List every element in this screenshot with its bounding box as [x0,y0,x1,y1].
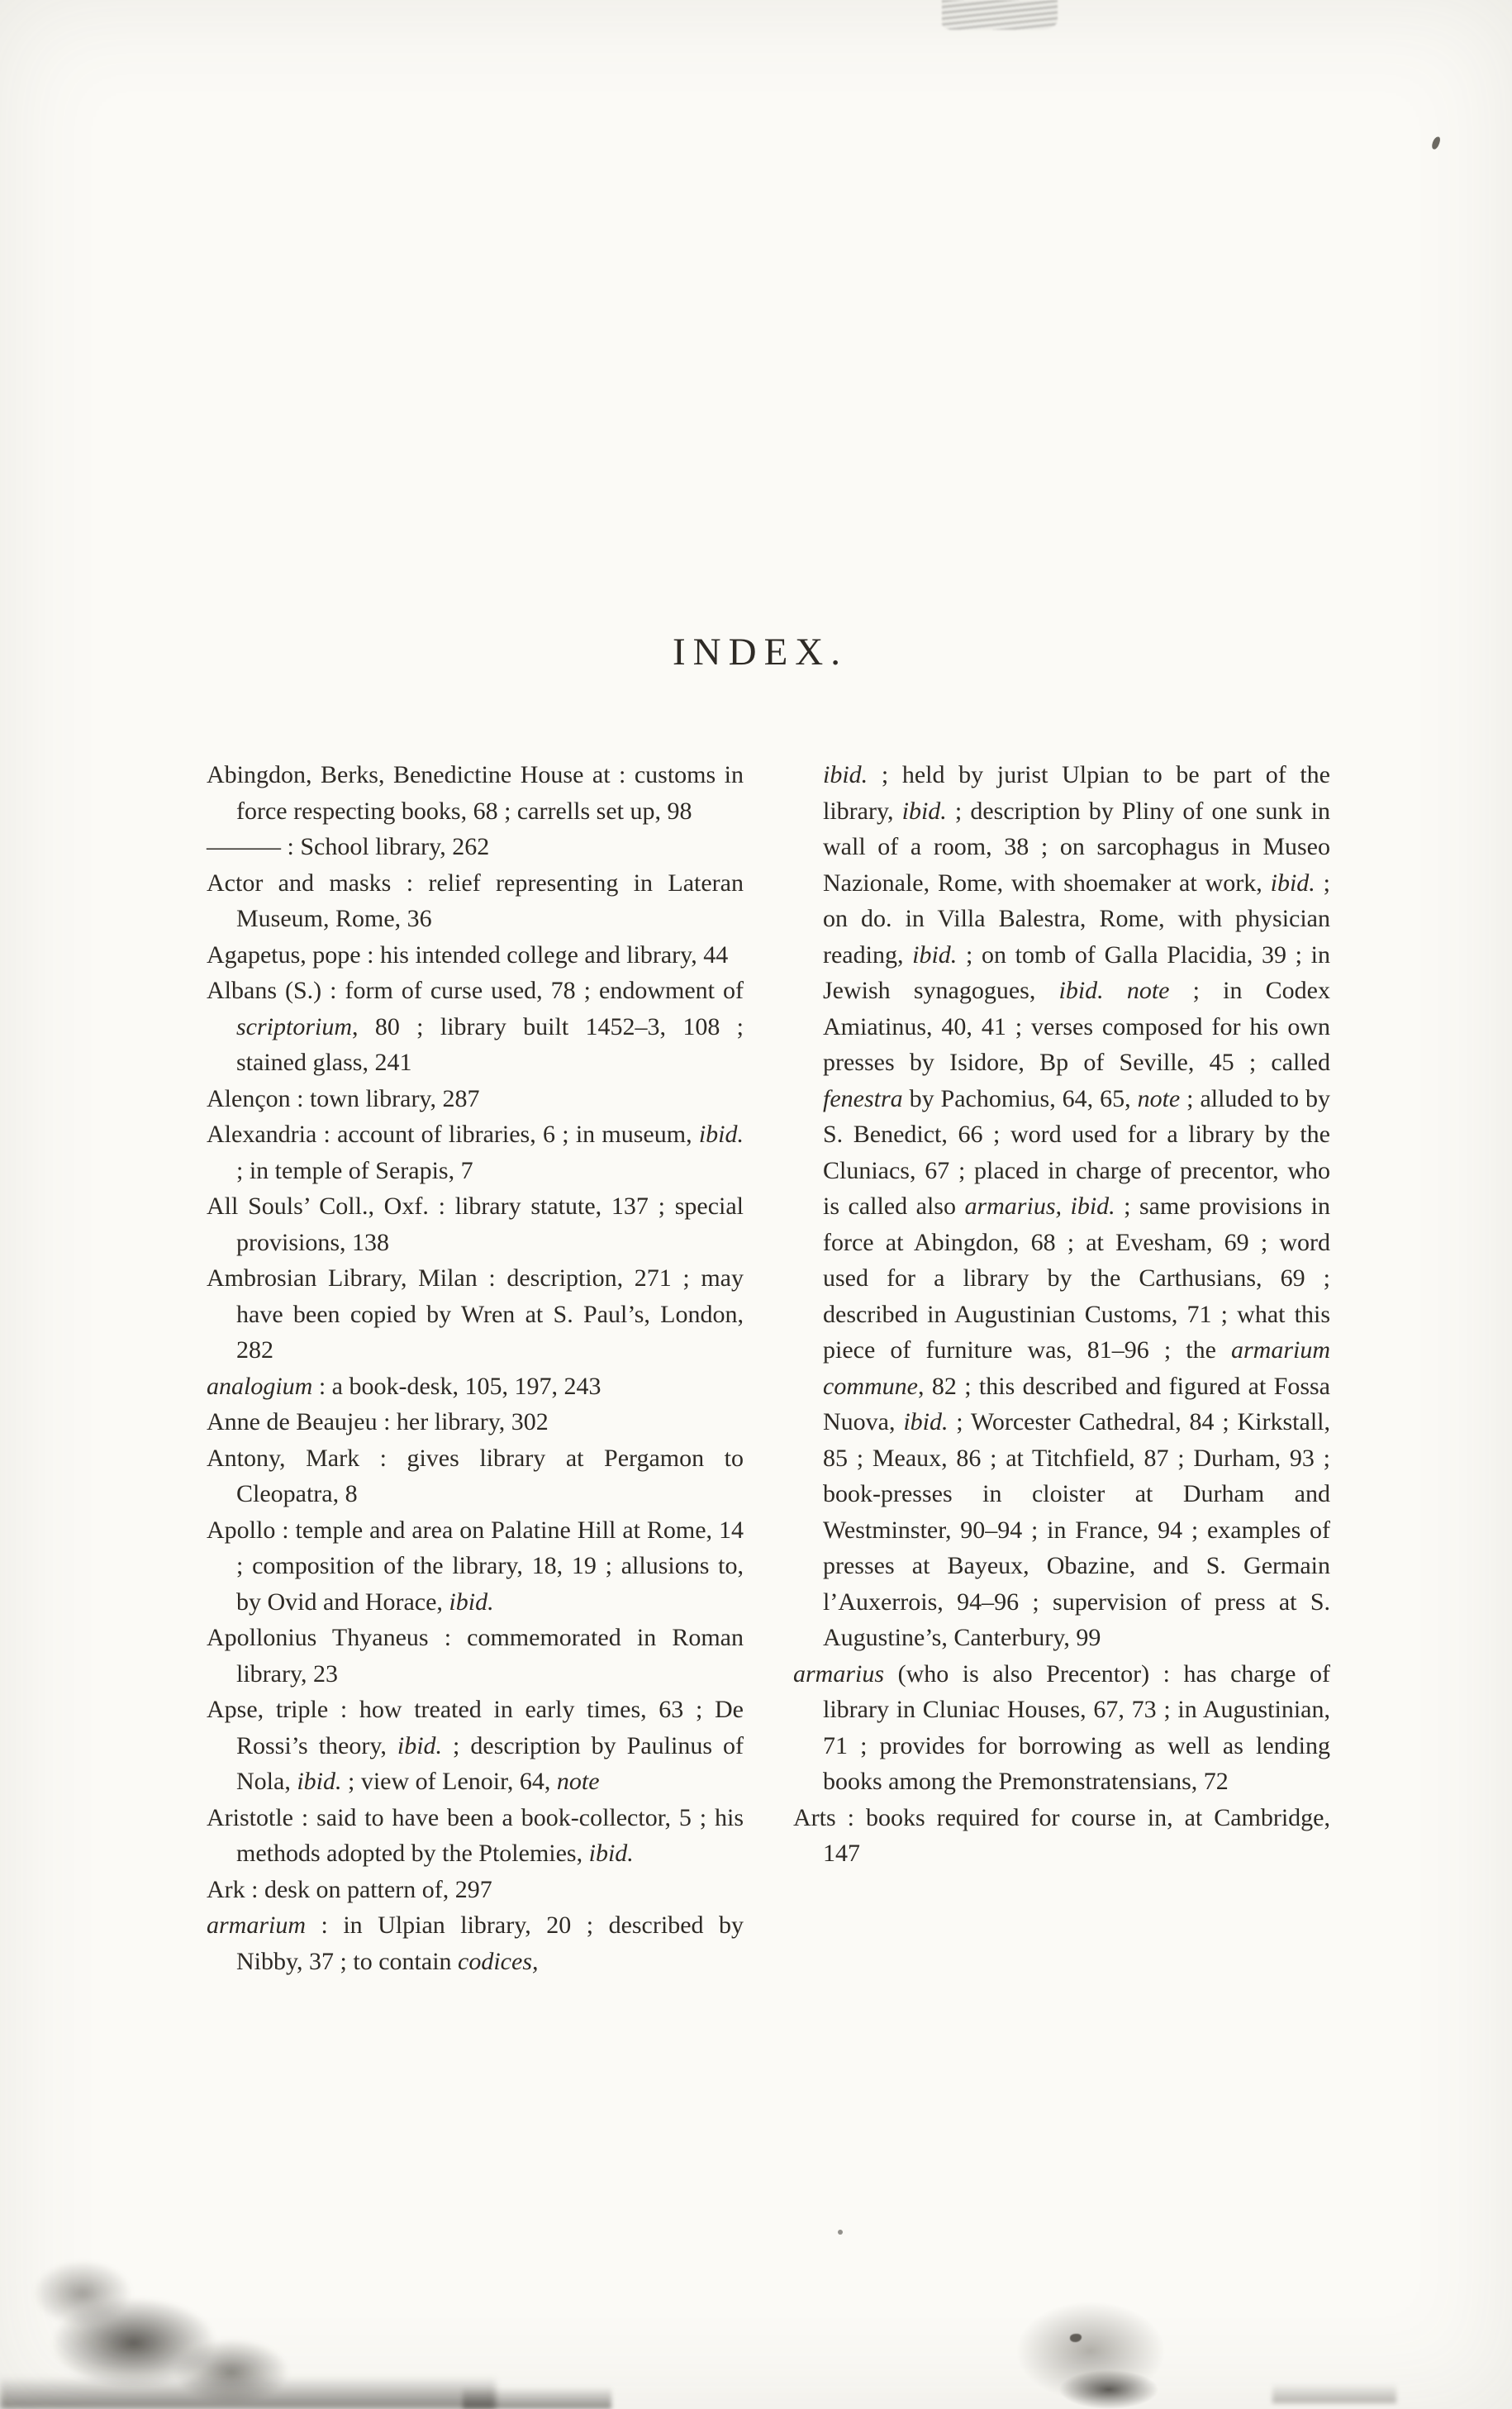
ink-blot [51,2297,216,2388]
ink-blot [1016,2302,1165,2401]
scan-streak-bottom-left [0,2377,496,2409]
index-entry: Apollonius Thyaneus : commemorated in Roman library, 23 [207,1624,744,1688]
index-columns [207,757,1330,1979]
index-entry: Actor and masks : relief representing in Lateran Museum, Rome, 36 [207,869,744,932]
ink-blot [1059,2370,1158,2409]
page-title: INDEX. [673,631,848,674]
index-entry: All Souls’ Coll., Oxf. : library statute, 137 ; special provisions, 138 [207,1193,744,1256]
index-entry: Anne de Beaujeu : her library, 302 [207,1408,549,1435]
ink-blot [174,2339,289,2405]
index-entry: Ark : desk on pattern of, 297 [207,1875,492,1903]
index-entry: ——— : School library, 262 [207,833,490,860]
index-entry: Abingdon, Berks, Benedictine House at : customs in force respecting books, 68 ; carrells set up, 98 [207,761,744,825]
scan-speck-bottom-right [1070,2334,1082,2342]
index-entry: ibid. ; held by jurist Ulpian to be part of the library, ibid. ; description by Pliny of one sunk in wall of a room, 38 ; on sarcophagus in Museo Nazionale, Rome, with shoemaker at work, ibid. ; on do. in Villa Balestra, Rome, with physician reading, ibid. ; on tomb of Galla Placidia, 39 ; in Jewish synagogues, ibid. note ; in Codex Amiatinus, 40, 41 ; verses composed for his own presses by Isidore, Bp of Seville, 45 ; called fenestra by Pachomius, 64, 65, note ; alluded to by S. Benedict, 66 ; word used for a library by the Cluniacs, 67 ; placed in charge of precentor, who is called also armarius, ibid. ; same provisions in force at Abingdon, 68 ; at Evesham, 69 ; word used for a library by the Carthusians, 69 ; described in Augustinian Customs, 71 ; what this piece of furniture was, 81–96 ; the armarium commune, 82 ; this described and figured at Fossa Nuova, ibid. ; Worcester Cathedral, 84 ; Kirkstall, 85 ; Meaux, 86 ; at Titchfield, 87 ; Durham, 93 ; book-presses in cloister at Durham and Westminster, 90–94 ; in France, 94 ; examples of presses at Bayeux, Obazine, and S. Germain l’Auxerrois, 94–96 ; supervision of press at S. Augustine’s, Canterbury, 99 [823,761,1330,1651]
index-entry: armarius (who is also Precentor) : has charge of library in Cluniac Houses, 67, 73 ; in Augustinian, 71 ; provides for borrowing as well as lending books among the Premonstratensians, 72 [793,1659,1330,1795]
index-entry: Alexandria : account of libraries, 6 ; in museum, ibid. ; in temple of Serapis, 7 [207,1121,744,1184]
ink-blot [33,2260,132,2326]
index-entry: Apse, triple : how treated in early times, 63 ; De Rossi’s theory, ibid. ; description by Paulinus of Nola, ibid. ; view of Lenoir, 64, note [207,1696,744,1795]
index-entry: Aristotle : said to have been a book-collector, 5 ; his methods adopted by the Ptolemies, ibid. [207,1803,744,1867]
index-entry: Alençon : town library, 287 [207,1084,480,1112]
index-entry: Agapetus, pope : his intended college and library, 44 [207,940,729,969]
index-entry: analogium : a book-desk, 105, 197, 243 [207,1372,601,1400]
index-entry: Albans (S.) : form of curse used, 78 ; endowment of scriptorium, 80 ; library built 1452–3, 108 ; stained glass, 241 [207,977,744,1076]
scan-dot [838,2230,843,2235]
index-entry: Antony, Mark : gives library at Pergamon to Cleopatra, 8 [207,1444,744,1507]
scan-speck-top-right [1431,136,1442,150]
index-entry: armarium : in Ulpian library, 20 ; described by Nibby, 37 ; to contain codices, [207,1911,744,1975]
scan-streak-bottom-middle [463,2387,611,2409]
index-entry: Apollo : temple and area on Palatine Hill at Rome, 14 ; composition of the library, 18, 19 ; allusions to, by Ovid and Horace, ibid. [207,1516,744,1616]
index-entry: Ambrosian Library, Milan : description, 271 ; may have been copied by Wren at S. Paul’s, London, 282 [207,1264,744,1364]
scan-smudge-top [942,0,1058,30]
index-column-left [207,757,744,1979]
index-entry: Arts : books required for course in, at Cambridge, 147 [793,1803,1330,1867]
scan-streak-bottom-right [1272,2383,1396,2403]
index-column-right [793,757,1330,1979]
